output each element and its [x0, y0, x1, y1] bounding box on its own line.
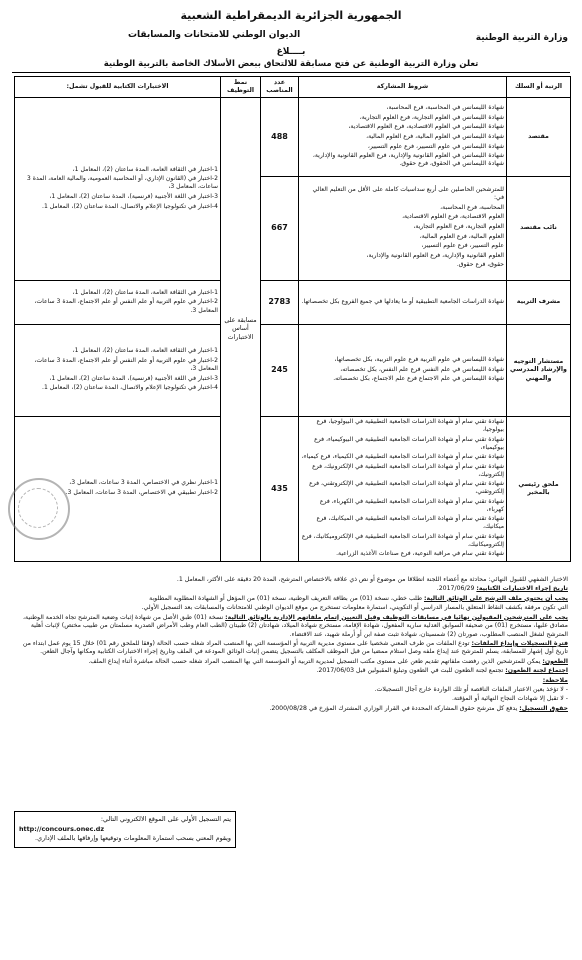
condition-line: شهادة تقني سام أو شهادة الدراسات الجامعية التطبيقية في الميكانيك، فرع ميكانيك،	[316, 515, 504, 531]
condition-line: شهادة تقني سام أو شهادة الدراسات الجامعية التطبيقية في الكيمياء، فرع كيمياء،	[301, 453, 504, 461]
final-docs-line	[12, 614, 568, 639]
committee-label: اجتماع لجنة الطعون:	[505, 667, 568, 675]
condition-line: شهادة تقني سام في مراقبة النوعية، فرع صناعات الأغذية الزراعية.	[336, 550, 504, 558]
condition-line: شهادة تقني سام أو شهادة الدراسات الجامعية التطبيقية في البيولوجيا، فرع بيولوجيا،	[316, 418, 504, 434]
header-conditions: شروط المشاركة	[299, 77, 507, 98]
remark-label: ملاحظة:	[542, 676, 568, 684]
condition-line: شهادة الليسانس في علوم التسيير، فرع علوم التسيير،	[367, 142, 504, 150]
positions-cell: 245	[261, 325, 299, 417]
exam-line: 4-اختبار في تكنولوجيا الإعلام والاتصال، المدة ساعتان (2)، المعامل 1.	[42, 202, 218, 210]
final-docs-value: نسخة (01) طبق الأصل من شهادة إثبات وضعية المترشح تجاه الخدمة الوطنية، مصادق عليها، مستخرج (01) من صحيفة السوابق العدلية سارية المفعول، شهادة الإقامة، مستخرج شهادة الميلاد، شهادتان (2) طبيتان (الطب العام وطب الأمراض الصدرية مسلمتان من طبيب مختص) لإثبات أهلية المترشح لشغل المنصب المطلوب، صورتان (2) شمسيتان، شهادة تثبت صفة ابن أو أرملة شهيد، عند الاقتضاء.	[23, 613, 568, 638]
announcement-heading: بــــلاغ	[276, 47, 306, 57]
condition-line: شهادة الليسانس في العلوم المالية، فرع العلوم المالية،	[366, 132, 504, 140]
office-name: الديوان الوطني للامتحانات والمسابقات	[128, 30, 301, 40]
condition-line: شهادة الليسانس في علوم التربية فرع علوم التربية، بكل تخصصاتها،	[334, 356, 504, 364]
notes-section	[12, 576, 568, 714]
appeals-line	[12, 658, 568, 666]
fees-value: يدفع كل مترشح حقوق المشاركة المحددة في القرار الوزاري المشترك المؤرخ في 2000/08/28.	[269, 704, 518, 712]
registration-value: تودع الملفات من طرف المعني شخصيا على مستوى مديرية التربية أو المؤسسة التي بها المنصب المراد شغله حسب الحالة (وفقا للملحق رقم 01) خلال 15 يوم عمل ابتداء من تاريخ أول إشهار للمسابقة، يسلم للمترشح عند إيداع ملفه وصل استلام ممضيا من قبل الموظف المكلف بالتسجيل يتضمن إثبات الوثائق المودعة في الملف وتاريخ إجراء الاختبارات الكتابية ومكانها وآجال الطعن.	[22, 639, 568, 656]
remark-line: - لا تقبل إلا شهادات النجاح النهائية أو المؤقتة.	[451, 695, 568, 703]
registration-line	[12, 640, 568, 657]
table-row	[15, 281, 571, 325]
condition-line: شهادة تقني سام أو شهادة الدراسات الجامعية التطبيقية في الكهرباء، فرع كهرباء،	[319, 497, 504, 513]
condition-line: العلوم الاقتصادية، فرع العلوم الاقتصادية،	[402, 213, 504, 221]
condition-line: شهادة الليسانس في العلوم الاقتصادية، فرع العلوم الاقتصادية،	[348, 123, 504, 131]
exam-date-label: تاريخ إجراء الاختبارات الكتابية:	[476, 585, 568, 593]
condition-line: علوم التسيير، فرع علوم التسيير،	[421, 242, 504, 250]
appeals-value: يمكن للمترشحين الذين رفضت ملفاتهم تقديم طعن على مستوى مكتب التسجيل لمديرية التربية أو المؤسسة التي بها المنصب المراد شغله حسب الحالة مباشرة أثناء إيداع الملف.	[88, 657, 541, 665]
online-url[interactable]: http://concours.onec.dz	[19, 824, 105, 833]
conditions-cell	[299, 325, 507, 417]
table-row	[15, 417, 571, 562]
condition-line: شهادة تقني سام أو شهادة الدراسات الجامعية التطبيقية في الإلكتروميكانيك، فرع إلكتروميكانيك،	[301, 532, 504, 548]
rank-cell: نائب مقتصد	[507, 177, 571, 281]
positions-table	[14, 76, 571, 562]
republic-title: الجمهورية الجزائرية الديمقراطية الشعبية	[180, 9, 402, 22]
condition-line: العلوم المالية، فرع العلوم المالية،	[419, 232, 504, 240]
rank-cell: مشرف التربية	[507, 281, 571, 325]
committee-line	[12, 667, 568, 675]
official-stamp	[8, 478, 70, 540]
exam-line: 3-اختبار في اللغة الأجنبية (فرنسية)، المدة ساعتان (2)، المعامل 1،	[49, 374, 218, 382]
registration-label: فترة التسجيلات وإيداع الملفات:	[471, 639, 568, 647]
conditions-cell	[299, 177, 507, 281]
exam-line: 1-اختبار في الثقافة العامة، المدة ساعتان (2)، المعامل 1،	[72, 288, 218, 296]
condition-line: للمترشحين الحاصلين على أربع سداسيات كاملة على الأقل من التعليم العالي في:	[312, 186, 504, 202]
positions-cell: 488	[261, 98, 299, 177]
exam-line: 2-اختبار في (القانون الإداري، أو المحاسبة العمومية، والمالية العامة، المدة 3 ساعات، المعامل 3،	[26, 175, 218, 191]
condition-line: المحاسبة، فرع المحاسبة،	[440, 203, 504, 211]
online-registration-box	[14, 811, 236, 848]
rank-cell: ملحق رئيسي بالمخبر	[507, 417, 571, 562]
file-docs-continued: التي تكون مرفقة بكشف النقاط المتعلق بالمسار الدراسي أو التكويني، استمارة معلومات تستخرج من موقع الديوان الوطني للامتحانات والمسابقات بعد التسجيل الأولي.	[141, 604, 568, 612]
exam-line: 1-اختبار في الثقافة العامة، المدة ساعتان (2)، المعامل 1،	[72, 347, 218, 355]
announcement-subject: تعلن وزارة التربية الوطنية عن فتح مسابقة للالتحاق ببعض الأسلاك الخاصة بالتربية الوطنية	[103, 59, 479, 69]
positions-cell: 435	[261, 417, 299, 562]
exams-cell-group3	[15, 325, 221, 417]
exams-cell-group1	[15, 98, 221, 281]
exam-line: 1-اختبار نظري في الاختصاص، المدة 3 ساعات، المعامل 3،	[69, 479, 218, 487]
condition-line: العلوم القانونية والإدارية، فرع العلوم القانونية والإدارية،	[366, 251, 504, 259]
condition-line: شهادة الليسانس في العلوم القانونية والإدارية، فرع العلوم القانونية والإدارية، شهادة الليسانس في الحقوق، فرع حقوق.	[312, 152, 504, 168]
condition-line: حقوق، فرع حقوق.	[456, 261, 504, 269]
table-header-row	[15, 77, 571, 98]
table-row	[15, 325, 571, 417]
exam-line: 2-اختبار في علوم التربية أو علم النفس أو علم الاجتماع، المدة 3 ساعات، المعامل 3،	[34, 356, 218, 372]
appeals-label: الطعون:	[542, 657, 568, 665]
remark-line: - لا تؤخذ بعين الاعتبار الملفات الناقصة أو تلك الواردة خارج آجال التسجيلات.	[374, 686, 568, 694]
header-mode: نمط التوظيف	[221, 77, 261, 98]
positions-cell: 667	[261, 177, 299, 281]
fees-line	[12, 705, 568, 713]
fees-label: حقوق التسجيل:	[519, 704, 568, 712]
conditions-cell	[299, 98, 507, 177]
final-docs-label: يجب على المترشحين المقبولين نهائيا في مسابقات التوظيف وقبل التعيين إتمام ملفاتهم الإدارية بالوثائق التالية:	[225, 613, 568, 621]
header-divider	[12, 72, 570, 73]
conditions-cell	[299, 417, 507, 562]
condition-line: شهادة الدراسات الجامعية التطبيقية أو ما يعادلها في جميع الفروع بكل تخصصاتها.	[301, 297, 504, 305]
exams-cell-group2	[15, 281, 221, 325]
file-docs-line	[12, 595, 568, 603]
exam-line: 2-اختبار تطبيقي في الاختصاص، المدة 3 ساعات، المعامل 3.	[65, 489, 218, 496]
online-line: يتم التسجيل الأولي على الموقع الالكتروني التالي:	[100, 815, 231, 823]
table-row	[15, 98, 571, 177]
exam-line: 1-اختبار في الثقافة العامة، المدة ساعتان (2)، المعامل 1،	[72, 165, 218, 173]
condition-line: شهادة تقني سام أو شهادة الدراسات الجامعية التطبيقية في الإلكتروتقني، فرع إلكتروتقني،	[309, 480, 504, 496]
positions-cell: 2783	[261, 281, 299, 325]
exam-line: 4-اختبار في تكنولوجيا الإعلام والاتصال، المدة ساعتان (2)، المعامل 1.	[42, 384, 218, 392]
oral-exam-note: الاختبار الشفهي للقبول النهائي: محادثة مع أعضاء اللجنة انطلاقا من موضوع أو نص ذي علاقة بالاختصاص المترشح، المدة 20 دقيقة على الأكثر، المعامل 1.	[176, 576, 568, 583]
exam-line: 2-اختبار في علوم التربية أو علم النفس أو علم الاجتماع، المدة 3 ساعات، المعامل 3.	[34, 298, 218, 314]
file-docs-value: طلب خطي، نسخة (01) من بطاقة التعريف الوطنية، نسخة (01) من المؤهل أو الشهادة المطلوبة المطلوبة	[149, 594, 423, 602]
condition-line: شهادة تقني سام أو شهادة الدراسات الجامعية التطبيقية في الإلكترونيك، فرع إلكترونيك،	[312, 462, 504, 478]
header-positions: عدد المناصب	[261, 77, 299, 98]
committee-value: تجتمع لجنة الطعون للبت في الطعون وتبليغ المقبولين قبل 2017/06/03.	[316, 667, 504, 675]
online-line: ويقوم المعني بسحب استمارة المعلومات وتوقيعها وإرفاقها بالملف الإداري.	[35, 834, 231, 843]
rank-cell: مقتصد	[507, 98, 571, 177]
conditions-cell	[299, 281, 507, 325]
condition-line: شهادة الليسانس في المحاسبة، فرع المحاسبة،	[386, 104, 504, 112]
file-docs-label: يجب أن يحتوي ملف الترشح على الوثائق التالية:	[423, 594, 568, 602]
rank-cell: مستشار التوجيه والإرشاد المدرسي والمهني	[507, 325, 571, 417]
condition-line: شهادة الليسانس في علم النفس فرع علم النفس، بكل تخصصاته،	[340, 365, 504, 373]
condition-line: شهادة الليسانس في العلوم التجارية، فرع العلوم التجارية،	[359, 113, 504, 121]
mode-cell: مسابقة على أساس الاختبارات	[221, 98, 261, 562]
exam-line: 3-اختبار في اللغة الأجنبية (فرنسية)، المدة ساعتان (2)، المعامل 1،	[49, 193, 218, 201]
exam-date-value: 2017/06/29.	[436, 585, 475, 593]
header-exams: الاختبارات الكتابية للقبول تشمل:	[15, 77, 221, 98]
ministry-name: وزارة التربية الوطنية	[475, 33, 568, 43]
condition-line: العلوم التجارية، فرع العلوم التجارية،	[413, 222, 504, 230]
condition-line: شهادة الليسانس في علم الاجتماع فرع علم الاجتماع، بكل تخصصاته.	[333, 375, 504, 383]
condition-line: شهادة تقني سام أو شهادة الدراسات الجامعية التطبيقية في البيوكيمياء، فرع بيوكيمياء،	[314, 435, 504, 451]
exam-date-line	[12, 585, 568, 593]
header-rank: الرتبة أو السلك	[507, 77, 571, 98]
